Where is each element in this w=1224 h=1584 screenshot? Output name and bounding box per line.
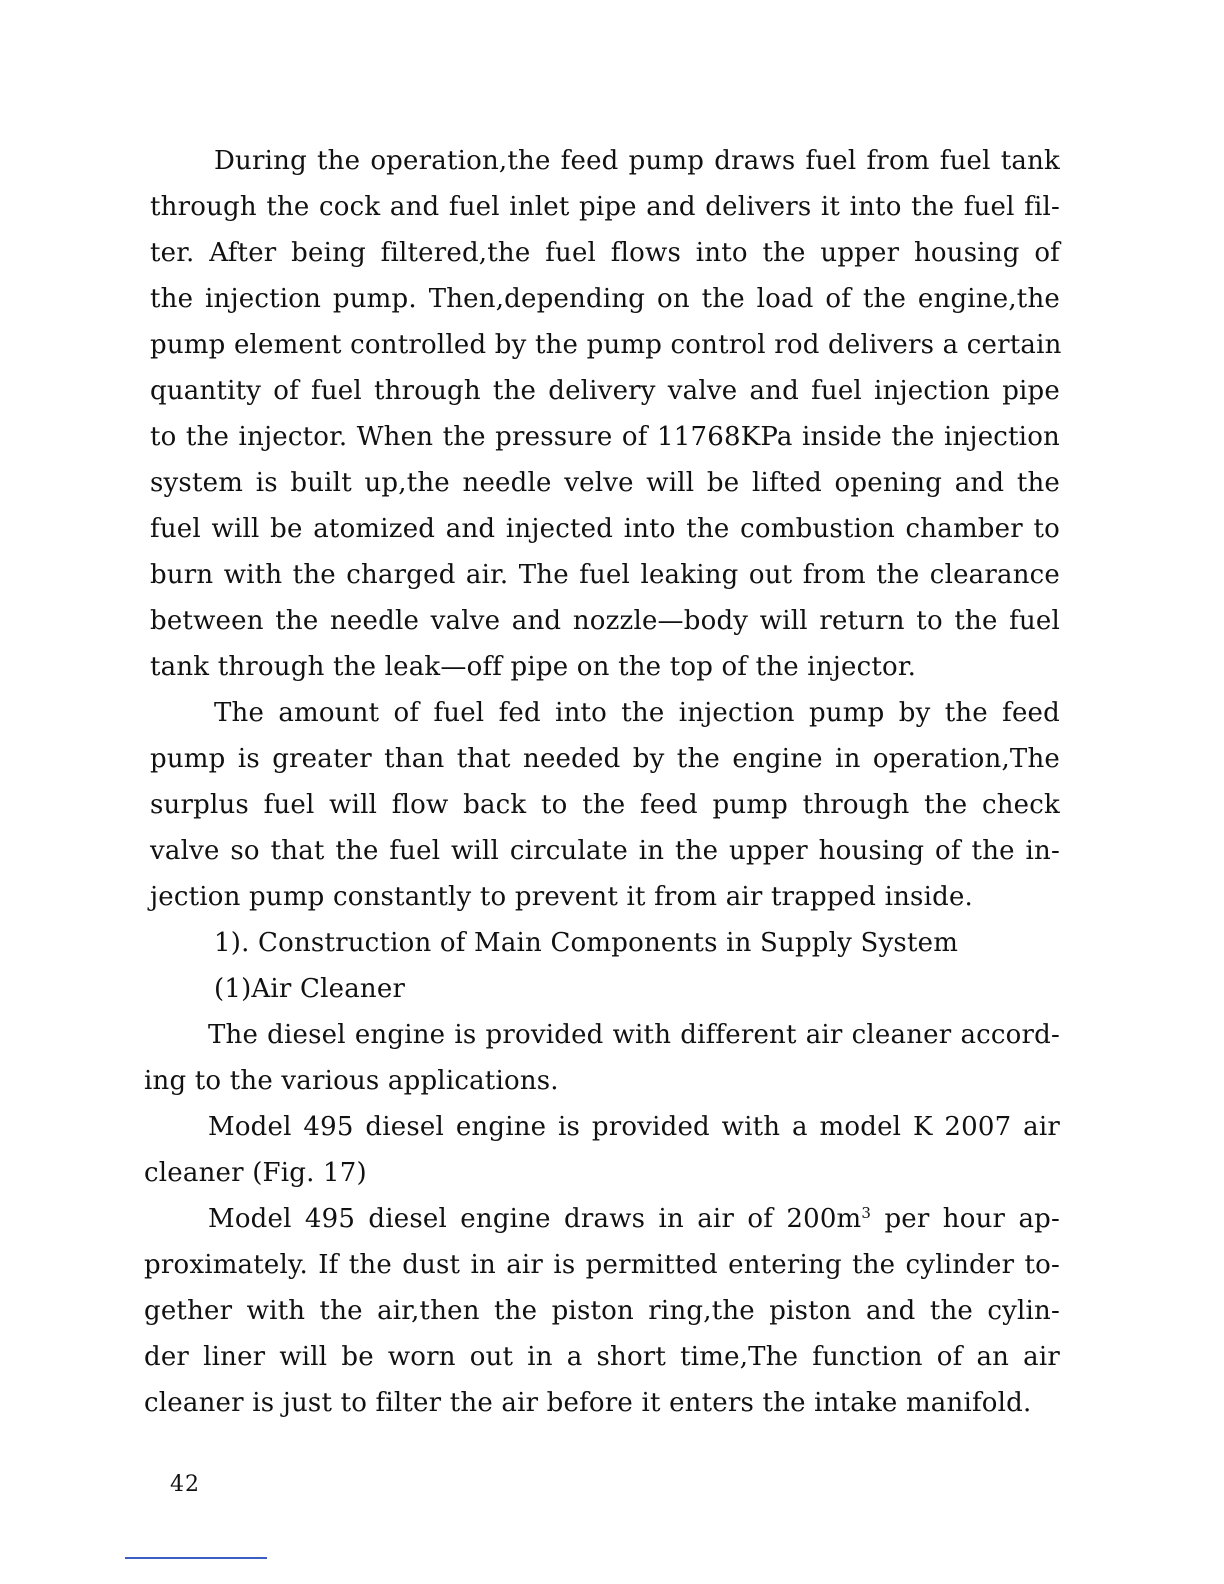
paragraph-fuel-flow [150, 138, 1060, 690]
text-line: During the operation,the feed pump draws fuel from fuel tank [214, 146, 1060, 176]
text-line [144, 1196, 1060, 1242]
text-line: jection pump constantly to prevent it from air trapped inside. [150, 882, 973, 912]
text-line: proximately. If the dust in air is permitted entering the cylinder to- [144, 1250, 1060, 1280]
text-line: der liner will be worn out in a short time,The function of an air [144, 1342, 1060, 1372]
bottom-rule [125, 1557, 267, 1559]
paragraph-air-consumption [144, 1196, 1060, 1426]
text-line: cleaner is just to filter the air before it enters the intake manifold. [144, 1388, 1032, 1418]
text-line: quantity of fuel through the delivery valve and fuel injection pipe [150, 376, 1060, 406]
body-text [144, 138, 1062, 1426]
text-segment: per hour ap- [871, 1204, 1061, 1234]
text-line: Model 495 diesel engine is provided with a model K 2007 air [208, 1112, 1060, 1142]
text-line: ing to the various applications. [144, 1066, 559, 1096]
text-line: gether with the air,then the piston ring,the piston and the cylin- [144, 1296, 1060, 1326]
text-line: pump element controlled by the pump control rod delivers a certain [150, 330, 1062, 360]
text-segment: Model 495 diesel engine draws in air of 200m [208, 1204, 862, 1234]
text-line: surplus fuel will flow back to the feed pump through the check [150, 790, 1060, 820]
paragraph-model-k2007 [144, 1104, 1060, 1196]
text-line: fuel will be atomized and injected into the combustion chamber to [150, 514, 1060, 544]
text-line: pump is greater than that needed by the engine in operation,The [150, 744, 1060, 774]
text-line: cleaner (Fig. 17) [144, 1158, 367, 1188]
text-line: to the injector. When the pressure of 11768KPa inside the injection [150, 422, 1060, 452]
text-line: tank through the leak—off pipe on the top of the injector. [150, 652, 917, 682]
text-line: ter. After being filtered,the fuel flows into the upper housing of [150, 238, 1060, 268]
text-line: the injection pump. Then,depending on the load of the engine,the [150, 284, 1060, 314]
text-line: between the needle valve and nozzle—body will return to the fuel [150, 606, 1060, 636]
page-number: 42 [170, 1472, 200, 1497]
paragraph-surplus-fuel [150, 690, 1060, 920]
text-line: system is built up,the needle velve will be lifted opening and the [150, 468, 1060, 498]
text-line: through the cock and fuel inlet pipe and delivers it into the fuel fil- [150, 192, 1060, 222]
section-heading: 1). Construction of Main Components in Supply System [214, 928, 959, 958]
paragraph-air-cleaner-intro [144, 1012, 1060, 1104]
text-line: The diesel engine is provided with different air cleaner accord- [208, 1020, 1060, 1050]
text-line: burn with the charged air. The fuel leaking out from the clearance [150, 560, 1060, 590]
text-line: valve so that the fuel will circulate in the upper housing of the in- [150, 836, 1060, 866]
superscript-cubed: 3 [861, 1204, 872, 1222]
text-line: The amount of fuel fed into the injection pump by the feed [214, 698, 1060, 728]
subsection-heading: (1)Air Cleaner [214, 974, 406, 1004]
